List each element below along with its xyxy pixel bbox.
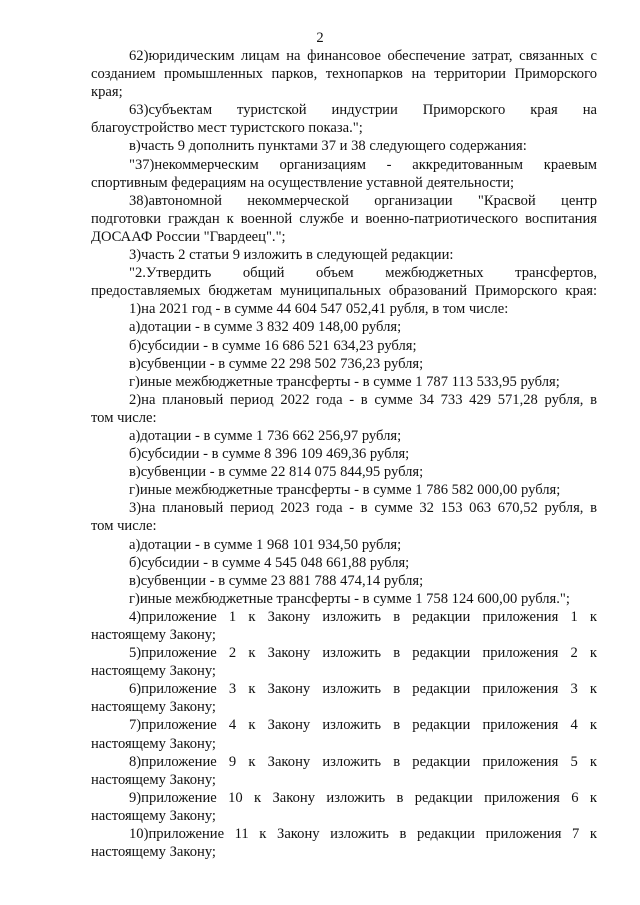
text-line: в)часть 9 дополнить пунктами 37 и 38 следующего содержания:: [129, 138, 527, 155]
text-line: в)субвенции - в сумме 22 814 075 844,95 рубля;: [129, 464, 424, 481]
text-line: г)иные межбюджетные трансферты - в сумме 1 786 582 000,00 рубля;: [129, 482, 561, 499]
text-line: благоустройство мест туристского показа.";: [91, 120, 363, 137]
text-line: а)дотации - в сумме 3 832 409 148,00 рубля;: [129, 319, 402, 336]
text-line: 63)субъектам туристской индустрии Приморского края на: [129, 102, 597, 119]
text-line: настоящему Закону;: [91, 627, 216, 643]
text-line: настоящему Закону;: [91, 735, 216, 752]
text-line: 5)приложение 2 к Закону изложить в редакции приложения 2 к: [129, 645, 597, 662]
text-line: а)дотации - в сумме 1 736 662 256,97 рубля;: [129, 427, 402, 444]
text-line: 6)приложение 3 к Закону изложить в редакции приложения 3 к: [129, 681, 597, 698]
document-body: [91, 47, 597, 861]
text-line: 2)на плановый период 2022 года - в сумме 34 733 429 571,28 рубля, в: [129, 391, 597, 408]
text-line: настоящему Закону;: [91, 771, 216, 788]
text-line: 62)юридическим лицам на финансовое обеспечение затрат, связанных с: [129, 48, 597, 64]
text-line: 3)на плановый период 2023 года - в сумме 32 153 063 670,52 рубля, в: [129, 500, 597, 517]
text-line: настоящему Закону;: [91, 699, 216, 716]
text-line: настоящему Закону;: [91, 807, 216, 824]
text-line: 10)приложение 11 к Закону изложить в редакции приложения 7 к: [129, 826, 597, 843]
text-line: 38)автономной некоммерческой организации "Красвой центр: [129, 192, 597, 209]
text-line: "37)некоммерческим организациям - аккредитованным краевым: [129, 156, 597, 173]
text-line: в)субвенции - в сумме 22 298 502 736,23 рубля;: [129, 355, 424, 372]
text-line: том числе:: [91, 518, 157, 535]
text-line: б)субсидии - в сумме 8 396 109 469,36 рубля;: [129, 446, 410, 463]
text-line: "2.Утвердить общий объем межбюджетных трансфертов,: [129, 265, 597, 282]
text-line: ДОСААФ России "Гвардеец".";: [91, 228, 286, 245]
text-line: спортивным федерациям на осуществление уставной деятельности;: [91, 174, 515, 191]
page-number: 2: [316, 30, 324, 46]
text-line: том числе:: [91, 409, 157, 426]
text-line: созданием промышленных парков, технопарков на территории Приморского: [91, 66, 597, 83]
text-line: 8)приложение 9 к Закону изложить в редакции приложения 5 к: [129, 753, 597, 770]
text-line: г)иные межбюджетные трансферты - в сумме 1 787 113 533,95 рубля;: [129, 373, 560, 390]
text-line: настоящему Закону;: [91, 663, 216, 680]
text-line: а)дотации - в сумме 1 968 101 934,50 рубля;: [129, 536, 402, 553]
text-line: г)иные межбюджетные трансферты - в сумме 1 758 124 600,00 рубля.";: [129, 590, 570, 607]
text-line: 4)приложение 1 к Закону изложить в редакции приложения 1 к: [129, 608, 597, 625]
text-line: 7)приложение 4 к Закону изложить в редакции приложения 4 к: [129, 717, 597, 734]
text-line: настоящему Закону;: [91, 844, 216, 861]
text-line: подготовки граждан к военной службе и военно-патриотического воспитания: [91, 210, 597, 227]
text-line: 3)часть 2 статьи 9 изложить в следующей редакции:: [129, 247, 454, 264]
text-line: в)субвенции - в сумме 23 881 788 474,14 рубля;: [129, 572, 424, 589]
text-line: края;: [91, 84, 123, 101]
text-line: предоставляемых бюджетам муниципальных образований Приморского края:: [91, 283, 597, 300]
text-line: 1)на 2021 год - в сумме 44 604 547 052,41 рубля, в том числе:: [129, 301, 509, 318]
text-line: б)субсидии - в сумме 16 686 521 634,23 рубля;: [129, 337, 417, 354]
text-line: 9)приложение 10 к Закону изложить в редакции приложения 6 к: [129, 789, 597, 806]
text-line: б)субсидии - в сумме 4 545 048 661,88 рубля;: [129, 554, 410, 571]
